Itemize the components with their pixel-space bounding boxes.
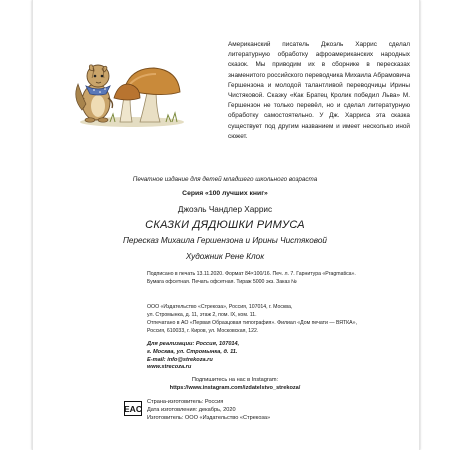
manufacturer-info-line: Страна-изготовитель: Россия xyxy=(147,399,224,405)
publisher-info-line: ул. Стромынка, д. 11, этаж 2, пом. IX, ком. 11. xyxy=(147,312,257,319)
chipmunk-mushroom-illustration xyxy=(70,38,190,130)
eac-mark-text: EAC xyxy=(124,404,142,414)
print-info-line: Бумага офсетная. Печать офсетная. Тираж 5000 экз. Заказ № xyxy=(147,279,297,286)
publisher-info xyxy=(147,303,387,319)
print-info-line: Подписано в печать 13.11.2020. Формат 84×100/16. Печ. л. 7. Гарнитура «Pragmatica». xyxy=(147,271,356,277)
sales-website: www.strecoza.ru xyxy=(147,364,192,371)
series-note: Печатное издание для детей младшего школьного возраста xyxy=(132,176,318,183)
illustrator-credit: Художник Рене Клок xyxy=(185,252,265,261)
author-name: Джоэль Чандлер Харрис xyxy=(177,205,273,214)
intro-paragraph: Американский писатель Джоэль Харрис сделал литературную обработку афроамериканских народных сказок. Мы приводим их в сборнике в пересказах знаменитого российского переводчика Михаила Абрамовича Гершензона и молодой талантливой переводчицы Ирины Чистяковой. Сказку «Как Братец Кролик победил Льва» М. Гершензон не только перевёл, но и сделал литературную обработку самостоятельно. У Дж. Харриса эта сказка существует под другим названием и имеет несколько иной сюжет. xyxy=(228,41,410,140)
sales-info-line: Для реализации: Россия, 107014, xyxy=(147,341,240,347)
printer-info-line: Россия, 610033, г. Киров, ул. Московская, 122. xyxy=(147,328,259,335)
publisher-info-line: ООО «Издательство «Стрекоза», Россия, 107014, г. Москва, xyxy=(147,304,293,310)
subscribe-label: Подпишитесь на нас в Instagram: xyxy=(191,377,279,383)
print-info xyxy=(147,270,387,286)
manufacturer-info-line: Изготовитель: ООО «Издательство «Стрекоза» xyxy=(147,414,271,421)
sales-email: E-mail: info@strekoza.ru xyxy=(147,356,213,363)
sales-info xyxy=(147,341,387,372)
manufacturer-info xyxy=(147,399,347,422)
series-name: Серия «100 лучших книг» xyxy=(182,190,268,197)
instagram-link[interactable]: https://www.instagram.com/izdatelstvo_strekoza/ xyxy=(169,384,301,391)
sales-info-line: г. Москва, ул. Стромынка, д. 11. xyxy=(147,348,238,355)
printer-info xyxy=(147,319,387,335)
retell-credit: Пересказ Михаила Гершензона и Ирины Чистяковой xyxy=(123,236,327,245)
eac-certification-mark xyxy=(124,401,142,416)
book-title: СКАЗКИ ДЯДЮШКИ РИМУСА xyxy=(145,219,305,231)
instagram-subscribe xyxy=(120,377,350,393)
manufacturer-info-line: Дата изготовления: декабрь, 2020 xyxy=(147,406,236,413)
printer-info-line: Отпечатано в АО «Первая Образцовая типография». Филиал «Дом печати — ВЯТКА», xyxy=(147,320,357,326)
